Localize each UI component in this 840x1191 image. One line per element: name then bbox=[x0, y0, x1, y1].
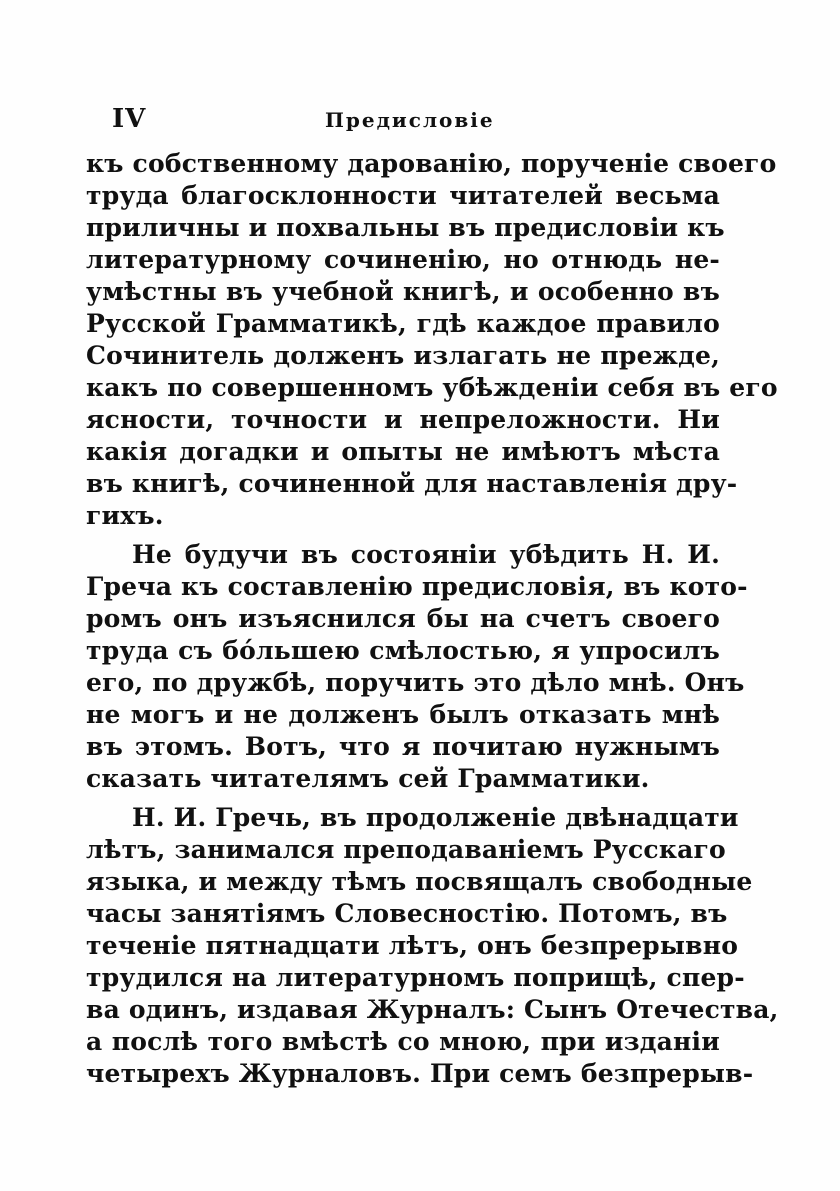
paragraph-2 bbox=[86, 539, 748, 795]
text-line: приличны и похвальны въ предисловіи къ bbox=[86, 213, 725, 242]
text-line: какъ по совершенномъ убѣжденіи себя въ его bbox=[86, 373, 778, 402]
text-line: труда съ бо́льшею смѣлостью, я упросилъ bbox=[86, 636, 720, 665]
text-line: ясности, точности и непреложности. Ни bbox=[86, 405, 720, 434]
text-line: часы занятіямъ Словесностію. Потомъ, въ bbox=[86, 899, 728, 928]
text-line: Сочинитель долженъ излагать не прежде, bbox=[86, 341, 720, 370]
text-line: четырехъ Журналовъ. При семъ безпрерыв- bbox=[86, 1059, 754, 1088]
text-line: къ собственному дарованію, порученіе своего bbox=[86, 149, 777, 178]
page-number: IV bbox=[112, 104, 147, 134]
text-line: его, по дружбѣ, поручить это дѣло мнѣ. Онъ bbox=[86, 668, 745, 697]
page-header bbox=[112, 104, 730, 140]
text-line: трудился на литературномъ поприщѣ, спер- bbox=[86, 963, 745, 992]
text-line: ва одинъ, издавая Журналъ: Сынъ Отечества, bbox=[86, 995, 779, 1024]
text-line: Русской Грамматикѣ, гдѣ каждое правило bbox=[86, 309, 720, 338]
text-line: лѣтъ, занимался преподаваніемъ Русскаго bbox=[86, 835, 726, 864]
text-line: умѣстны въ учебной книгѣ, и особенно въ bbox=[86, 277, 720, 306]
text-line: въ этомъ. Вотъ, что я почитаю нужнымъ bbox=[86, 732, 720, 761]
text-line: Не будучи въ состояніи убѣдить Н. И. bbox=[132, 540, 720, 569]
text-line: литературному сочиненію, но отнюдь не- bbox=[86, 245, 720, 274]
paragraph-1 bbox=[86, 148, 778, 532]
paragraph-gap bbox=[86, 532, 720, 539]
text-line: ромъ онъ изъяснился бы на счетъ своего bbox=[86, 604, 720, 633]
text-line: въ книгѣ, сочиненной для наставленія дру- bbox=[86, 469, 738, 498]
text-line: труда благосклонности читателей весьма bbox=[86, 181, 720, 210]
text-line: теченіе пятнадцати лѣтъ, онъ безпрерывно bbox=[86, 931, 739, 960]
text-line: Греча къ составленію предисловія, въ кото- bbox=[86, 572, 748, 601]
paragraph-3 bbox=[86, 802, 779, 1090]
text-line: не могъ и не долженъ былъ отказать мнѣ bbox=[86, 700, 720, 729]
paragraph-gap bbox=[86, 795, 720, 802]
text-line: гихъ. bbox=[86, 501, 164, 530]
text-line: а послѣ того вмѣстѣ со мною, при изданіи bbox=[86, 1027, 720, 1056]
text-line: Н. И. Гречь, въ продолженіе двѣнадцати bbox=[132, 803, 739, 832]
text-line: сказать читателямъ сей Грамматики. bbox=[86, 764, 650, 793]
text-line: языка, и между тѣмъ посвящалъ свободные bbox=[86, 867, 753, 896]
body-text bbox=[86, 148, 779, 1090]
running-title: Предисловіе bbox=[325, 108, 495, 132]
text-line: какія догадки и опыты не имѣютъ мѣста bbox=[86, 437, 720, 466]
